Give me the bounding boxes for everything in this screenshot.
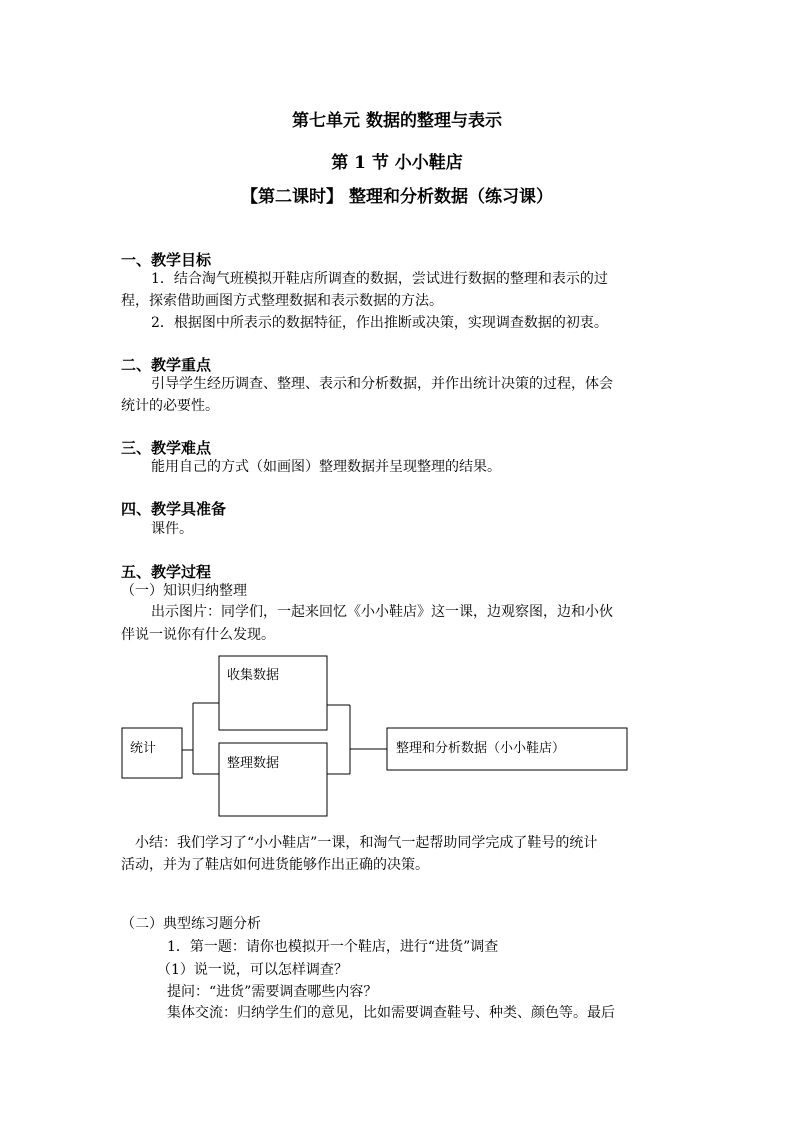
process-intro-line2: 伴说一说你有什么发现。 bbox=[121, 627, 275, 643]
key-points-line1: 引导学生经历调查、整理、表示和分析数据，并作出统计决策的过程，体会 bbox=[151, 376, 613, 392]
diagram-top-label: 收集数据 bbox=[227, 668, 280, 683]
materials-line1: 课件。 bbox=[151, 521, 193, 537]
goals-item1-line1: 1．结合淘气班模拟开鞋店所调查的数据，尝试进行数据的整理和表示的过 bbox=[151, 271, 608, 287]
key-points-heading: 二、教学重点 bbox=[121, 356, 212, 374]
process-sub2: （二）典型练习题分析 bbox=[121, 916, 261, 932]
diagram-bottom-label: 整理数据 bbox=[227, 756, 280, 771]
goals-heading: 一、教学目标 bbox=[121, 251, 212, 269]
unit-title: 第七单元 数据的整理与表示 bbox=[292, 111, 502, 131]
diagram-root-label: 统计 bbox=[130, 741, 157, 756]
lesson-title: 【第二课时】 整理和分析数据（练习课） bbox=[241, 187, 553, 207]
process-q1-ask: 提问：“进货”需要调查哪些内容？ bbox=[167, 984, 378, 1000]
difficulties-heading: 三、教学难点 bbox=[121, 439, 212, 457]
process-q1-discuss: 集体交流：归纳学生们的意见，比如需要调查鞋号、种类、颜色等。最后 bbox=[167, 1005, 615, 1021]
process-sub1: （一）知识归纳整理 bbox=[121, 583, 247, 599]
goals-item1-line2: 程，探索借助画图方式整理数据和表示数据的方法。 bbox=[121, 293, 443, 309]
process-summary-line1: 小结：我们学习了“小小鞋店”一课，和淘气一起帮助同学完成了鞋号的统计 bbox=[135, 835, 598, 851]
section-title: 第 1 节 小小鞋店 bbox=[331, 153, 463, 173]
process-intro-line1: 出示图片：同学们，一起来回忆《小小鞋店》这一课，边观察图，边和小伙 bbox=[151, 604, 613, 620]
materials-heading: 四、教学具准备 bbox=[121, 500, 227, 518]
process-q1: 1．第一题：请你也模拟开一个鞋店，进行“进货”调查 bbox=[167, 939, 499, 955]
process-q1-part1: （1）说一说，可以怎样调查？ bbox=[157, 962, 348, 978]
process-summary-line2: 活动，并为了鞋店如何进货能够作出正确的决策。 bbox=[121, 857, 429, 873]
diagram-result-label: 整理和分析数据（小小鞋店） bbox=[396, 741, 566, 756]
goals-item2: 2．根据图中所表示的数据特征，作出推断或决策，实现调查数据的初衷。 bbox=[151, 315, 608, 331]
key-points-line2: 统计的必要性。 bbox=[121, 398, 219, 414]
process-heading: 五、教学过程 bbox=[121, 563, 212, 581]
difficulties-line1: 能用自己的方式（如画图）整理数据并呈现整理的结果。 bbox=[151, 459, 501, 475]
